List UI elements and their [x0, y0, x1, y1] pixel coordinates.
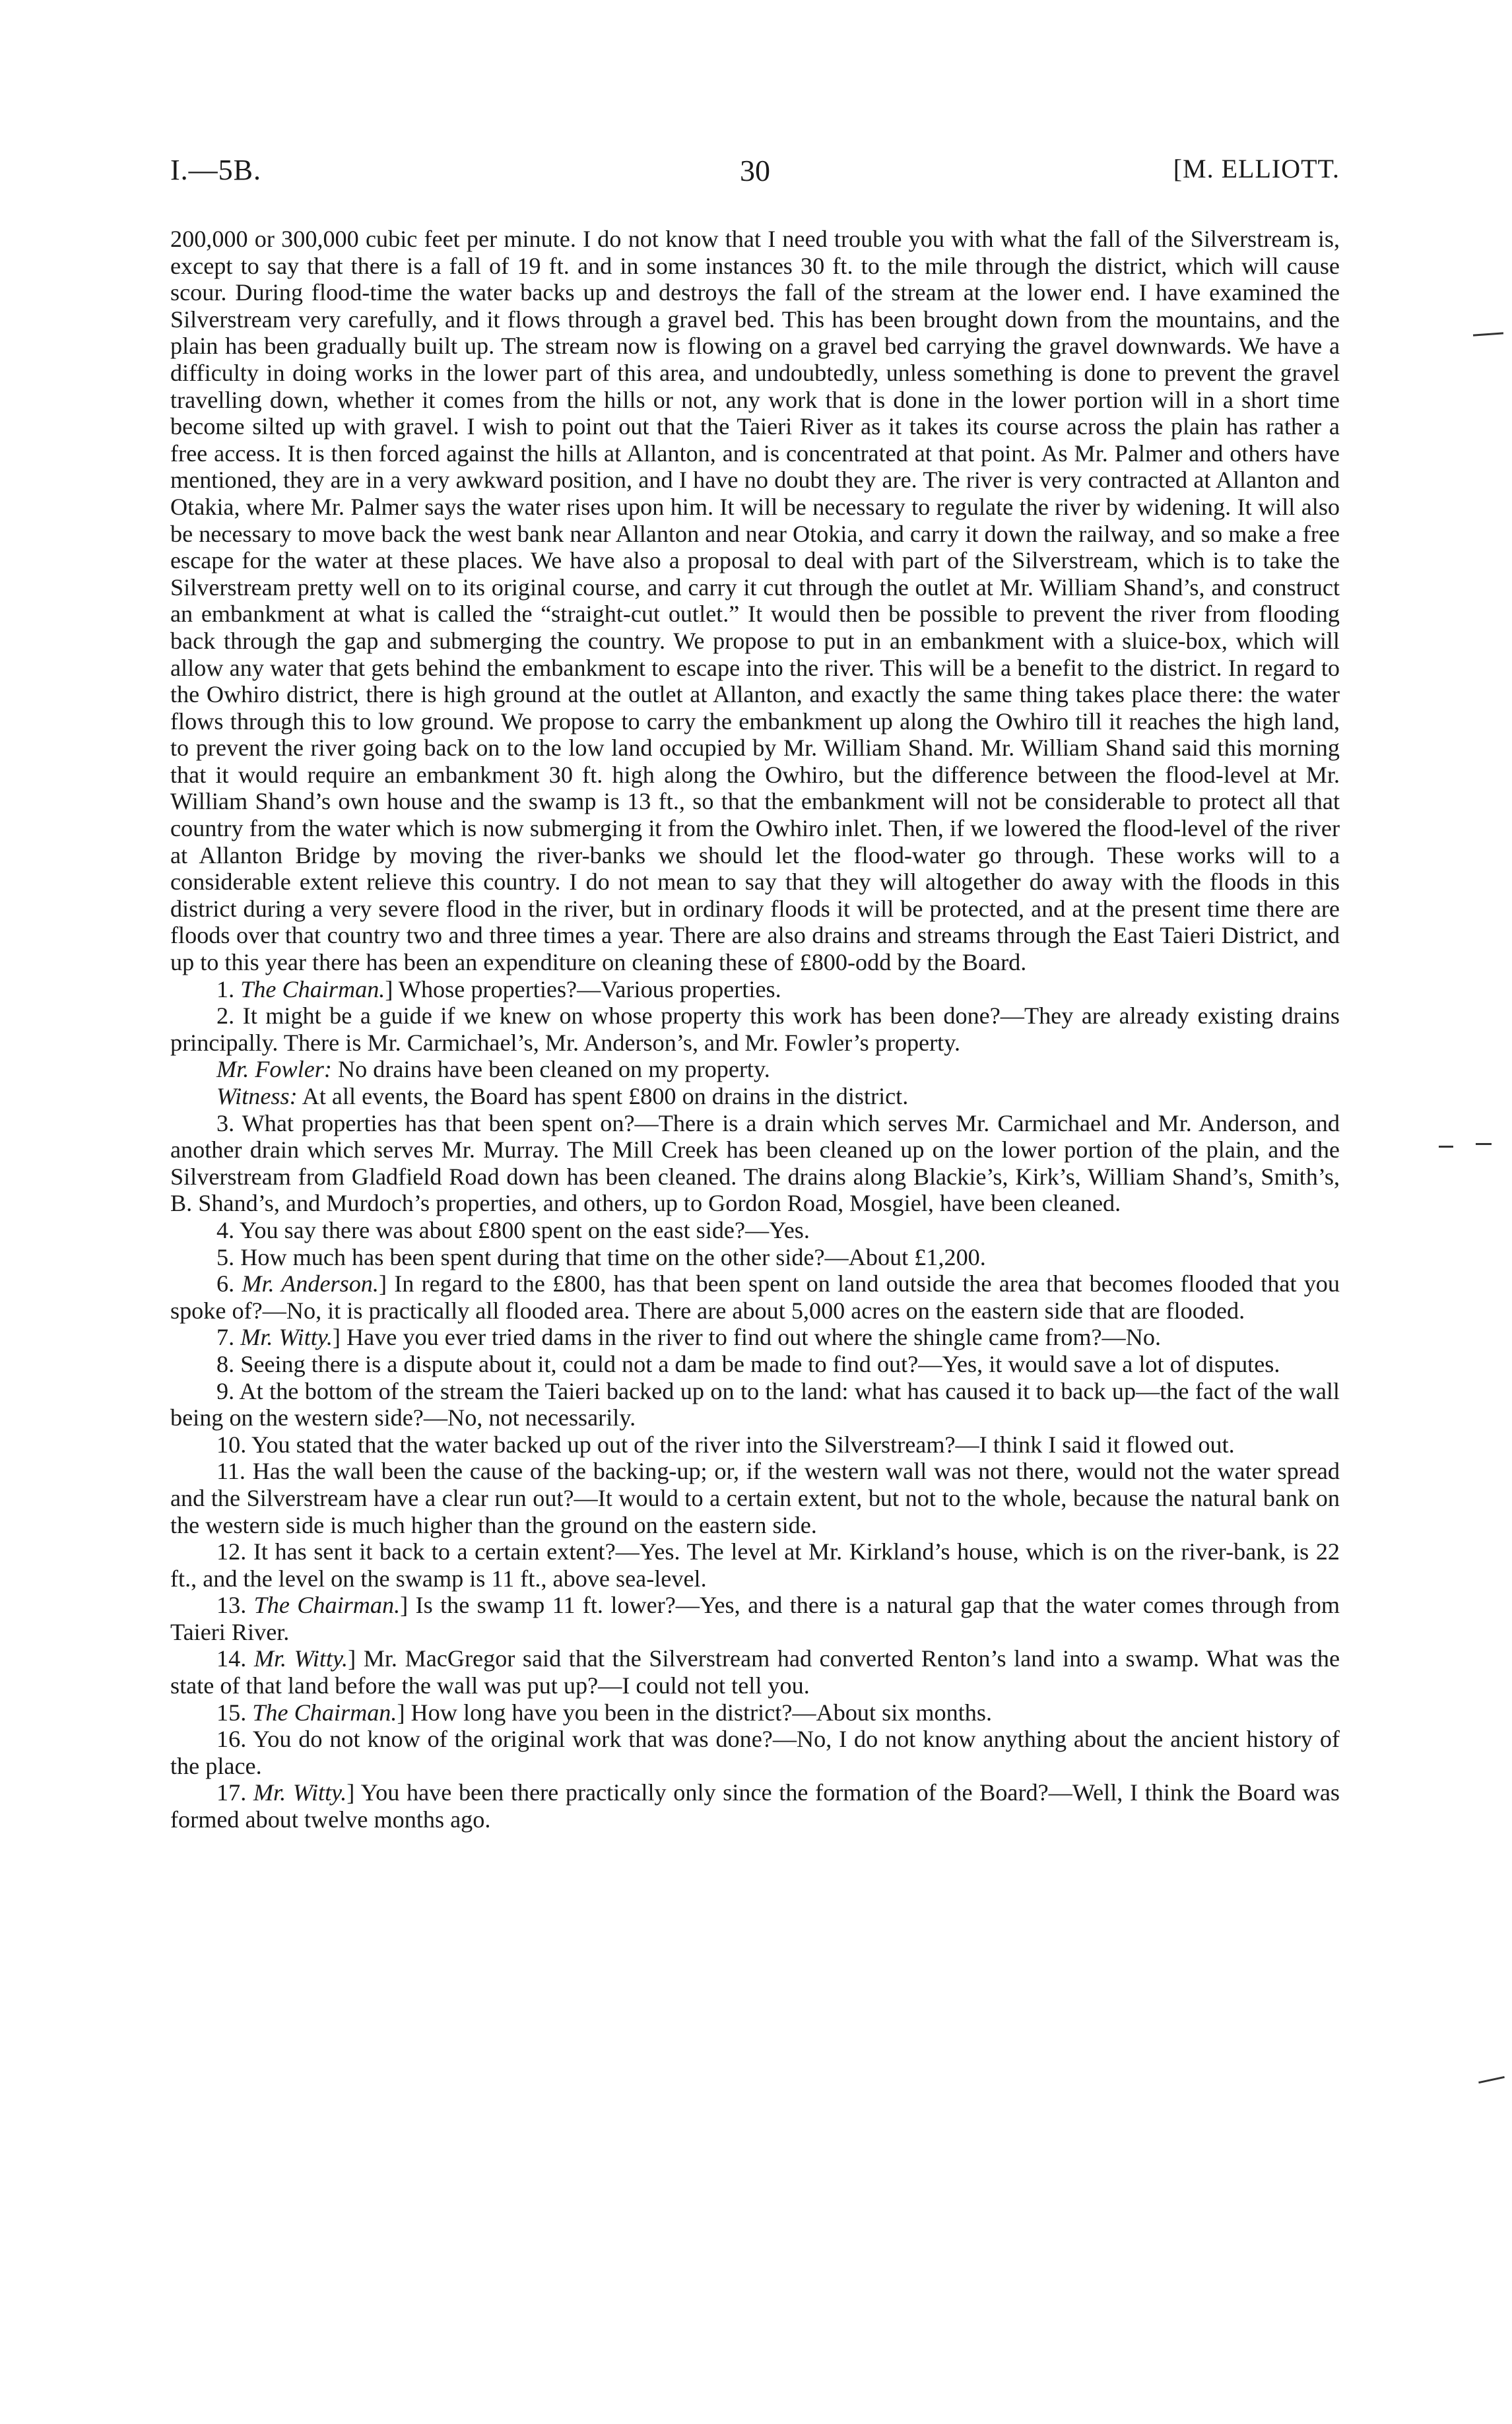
paragraph-text: It has sent it back to a certain extent?—Yes. The level at Mr. Kirkland’s house, which is on the river-bank, is 22 ft., and the level on the swamp is 11 ft., above sea-level. — [170, 1538, 1340, 1592]
question-paragraph — [170, 1244, 1340, 1271]
statement-paragraph — [170, 1056, 1340, 1083]
page-header — [170, 153, 1340, 199]
paragraph-text: 200,000 or 300,000 cubic feet per minute. I do not know that I need trouble you with what the fall of the Silverstream is, except to say that there is a fall of 19 ft. and in some instances 30 ft. to the mile through the district, which will cause scour. During flood-time the water backs up and destroys the fall of the stream at the lower end. I have examined the Silverstream very carefully, and it flows through a gravel bed. This has been brought down from the mountains, and the plain has been gradually built up. The stream now is flowing on a gravel bed carrying the gravel downwards. We have a difficulty in doing works in the lower part of this area, and undoubtedly, unless something is done to prevent the gravel travelling down, whether it comes from the hills or not, any work that is done in the lower portion will in a short time become silted up with gravel. I wish to point out that the Taieri River as it takes its course across the plain has rather a free access. It is then forced against the hills at Allanton, and is concentrated at that point. As Mr. Palmer and others have mentioned, they are in a very awkward position, and I have no doubt they are. The river is very contracted at Allanton and Otakia, where Mr. Palmer says the water rises upon him. It will be necessary to regulate the river by widening. It will also be necessary to move back the west bank near Allanton and near Otokia, and carry it down the railway, and so make a free escape for the water at these places. We have also a proposal to deal with part of the Silverstream, which is to take the Silverstream pretty well on to its original course, and carry it cut through the outlet at Mr. William Shand’s, and construct an embankment at what is called the “straight-cut outlet.” It would then be possible to prevent the river from flooding back through the gap and submerging the country. We propose to put in an embankment with a sluice-box, which will allow any water that gets behind the embankment to escape into the river. This will be a benefit to the district. In regard to the Owhiro district, there is high ground at the outlet at Allanton, and exactly the same thing takes place there: the water flows through this to low ground. We propose to carry the embankment up along the Owhiro till it reaches the high land, to prevent the river going back on to the low land occupied by Mr. William Shand. Mr. William Shand said this morning that it would require an embankment 30 ft. high along the Owhiro, but the difference between the flood-level at Mr. William Shand’s own house and the swamp is 13 ft., so that the embankment will not be considerable to protect all that country from the water which is now submerging it from the Owhiro inlet. Then, if we lowered the flood-level of the river at Allanton Bridge by moving the river-banks we should let the flood-water go through. These works will to a considerable extent relieve this country. I do not mean to say that they will altogether do away with the floods in this district during a very severe flood in the river, but in ordinary floods it will be protected, and at the present time there are floods over that country two and three times a year. There are also drains and streams through the East Taieri District, and up to this year there has been an expenditure on cleaning these of £800-odd by the Board. — [170, 226, 1340, 976]
question-paragraph — [170, 1378, 1340, 1431]
witness-name: [M. ELLIOTT. — [1173, 154, 1340, 183]
paragraph-text: At all events, the Board has spent £800 on drains in the district. — [297, 1083, 909, 1109]
question-number: 9. — [216, 1377, 240, 1404]
paragraph-text: ] Have you ever tried dams in the river to find out where the shingle came from?—No. — [332, 1324, 1162, 1351]
speaker-name: Mr. Witty. — [253, 1779, 347, 1806]
paragraph-text: No drains have been cleaned on my property. — [331, 1056, 770, 1083]
body-paragraph — [170, 226, 1340, 976]
question-number: 8. — [216, 1350, 241, 1377]
question-number: 4. — [216, 1216, 240, 1243]
question-paragraph — [170, 1351, 1340, 1378]
question-paragraph — [170, 1779, 1340, 1833]
question-number: 11. — [216, 1458, 253, 1485]
question-number: 3. — [216, 1109, 242, 1136]
question-number: 15. — [216, 1699, 253, 1726]
paragraph-text: ] Whose properties?—Various properties. — [385, 975, 781, 1002]
paragraph-text: How much has been spent during that time on the other side?—About £1,200. — [240, 1243, 986, 1270]
question-paragraph — [170, 1592, 1340, 1645]
speaker-name: Mr. Witty. — [253, 1645, 348, 1672]
question-number: 14. — [216, 1645, 254, 1672]
paragraph-text: ] You have been there practically only since the formation of the Board?—Well, I think the Board was formed about twelve months ago. — [170, 1779, 1340, 1833]
speaker-name: The Chairman. — [240, 975, 385, 1002]
speaker-name: The Chairman. — [253, 1592, 401, 1619]
question-number: 7. — [216, 1324, 241, 1351]
paragraph-text: You do not know of the original work that was done?—No, I do not know anything about the ancient history of the place. — [170, 1726, 1340, 1779]
question-paragraph — [170, 1002, 1340, 1056]
question-paragraph — [170, 1726, 1340, 1779]
paragraph-text: ] How long have you been in the district?—About six months. — [397, 1699, 992, 1726]
question-paragraph — [170, 976, 1340, 1003]
paragraph-text: ] Mr. MacGregor said that the Silverstream had converted Renton’s land into a swamp. What was the state of that land before the wall was put up?—I could not tell you. — [170, 1645, 1340, 1699]
paragraph-text: You say there was about £800 spent on the east side?—Yes. — [239, 1216, 810, 1243]
speaker-name: Mr. Fowler: — [216, 1056, 332, 1083]
margin-mark — [1473, 332, 1503, 336]
speaker-name: Witness: — [216, 1083, 298, 1109]
question-paragraph — [170, 1538, 1340, 1592]
speaker-name: Mr. Witty. — [240, 1324, 333, 1351]
question-paragraph — [170, 1699, 1340, 1726]
question-number: 1. — [216, 975, 241, 1002]
question-number: 13. — [216, 1592, 254, 1619]
question-paragraph — [170, 1645, 1340, 1699]
margin-mark — [1439, 1146, 1453, 1148]
margin-mark — [1478, 2076, 1505, 2083]
paragraph-text: At the bottom of the stream the Taieri backed up on to the land: what has caused it to back up—the fact of the wall being on the western side?—No, not necessarily. — [170, 1377, 1340, 1431]
question-paragraph — [170, 1270, 1340, 1324]
margin-mark — [1476, 1143, 1492, 1145]
question-paragraph — [170, 1217, 1340, 1244]
question-number: 2. — [216, 1002, 243, 1030]
speaker-name: Mr. Anderson. — [242, 1270, 379, 1297]
question-paragraph — [170, 1458, 1340, 1538]
question-paragraph — [170, 1324, 1340, 1351]
question-number: 6. — [216, 1270, 242, 1297]
page-number: 30 — [740, 154, 770, 187]
question-paragraph — [170, 1431, 1340, 1458]
question-number: 16. — [216, 1726, 253, 1753]
paper-reference: I.—5B. — [170, 154, 261, 186]
question-number: 10. — [216, 1431, 251, 1458]
question-number: 5. — [216, 1243, 241, 1270]
paragraph-text: ] Is the swamp 11 ft. lower?—Yes, and there is a natural gap that the water comes through from Taieri River. — [170, 1592, 1340, 1645]
question-number: 12. — [216, 1538, 253, 1565]
paragraph-text: Seeing there is a dispute about it, could not a dam be made to find out?—Yes, it would save a lot of disputes. — [240, 1350, 1280, 1377]
question-paragraph — [170, 1110, 1340, 1217]
paragraph-text: You stated that the water backed up out of the river into the Silverstream?—I think I said it flowed out. — [251, 1431, 1235, 1458]
paragraph-text: Has the wall been the cause of the backing-up; or, if the western wall was not there, would not the water spread and the Silverstream have a clear run out?—It would to a certain extent, but not to the whole, because the natural bank on the western side is much higher than the ground on the eastern side. — [170, 1458, 1340, 1538]
evidence-body — [170, 226, 1340, 1833]
question-number: 17. — [216, 1779, 253, 1806]
paragraph-text: What properties has that been spent on?—There is a drain which serves Mr. Carmichael and Mr. Anderson, and another drain which serves Mr. Murray. The Mill Creek has been cleaned up on the lower portion of the plain, and the Silverstream from Gladfield Road down has been cleaned. The drains along Blackie’s, Kirk’s, William Shand’s, Smith’s, B. Shand’s, and Murdoch’s properties, and others, up to Gordon Road, Mosgiel, have been cleaned. — [170, 1109, 1340, 1217]
paragraph-text: It might be a guide if we knew on whose property this work has been done?—They are already existing drains principally. There is Mr. Carmichael’s, Mr. Anderson’s, and Mr. Fowler’s property. — [170, 1002, 1340, 1056]
speaker-name: The Chairman. — [252, 1699, 397, 1726]
paragraph-text: ] In regard to the £800, has that been spent on land outside the area that becomes flooded that you spoke of?—No, it is practically all flooded area. There are about 5,000 acres on the eastern side that are flooded. — [170, 1270, 1340, 1324]
statement-paragraph — [170, 1083, 1340, 1110]
